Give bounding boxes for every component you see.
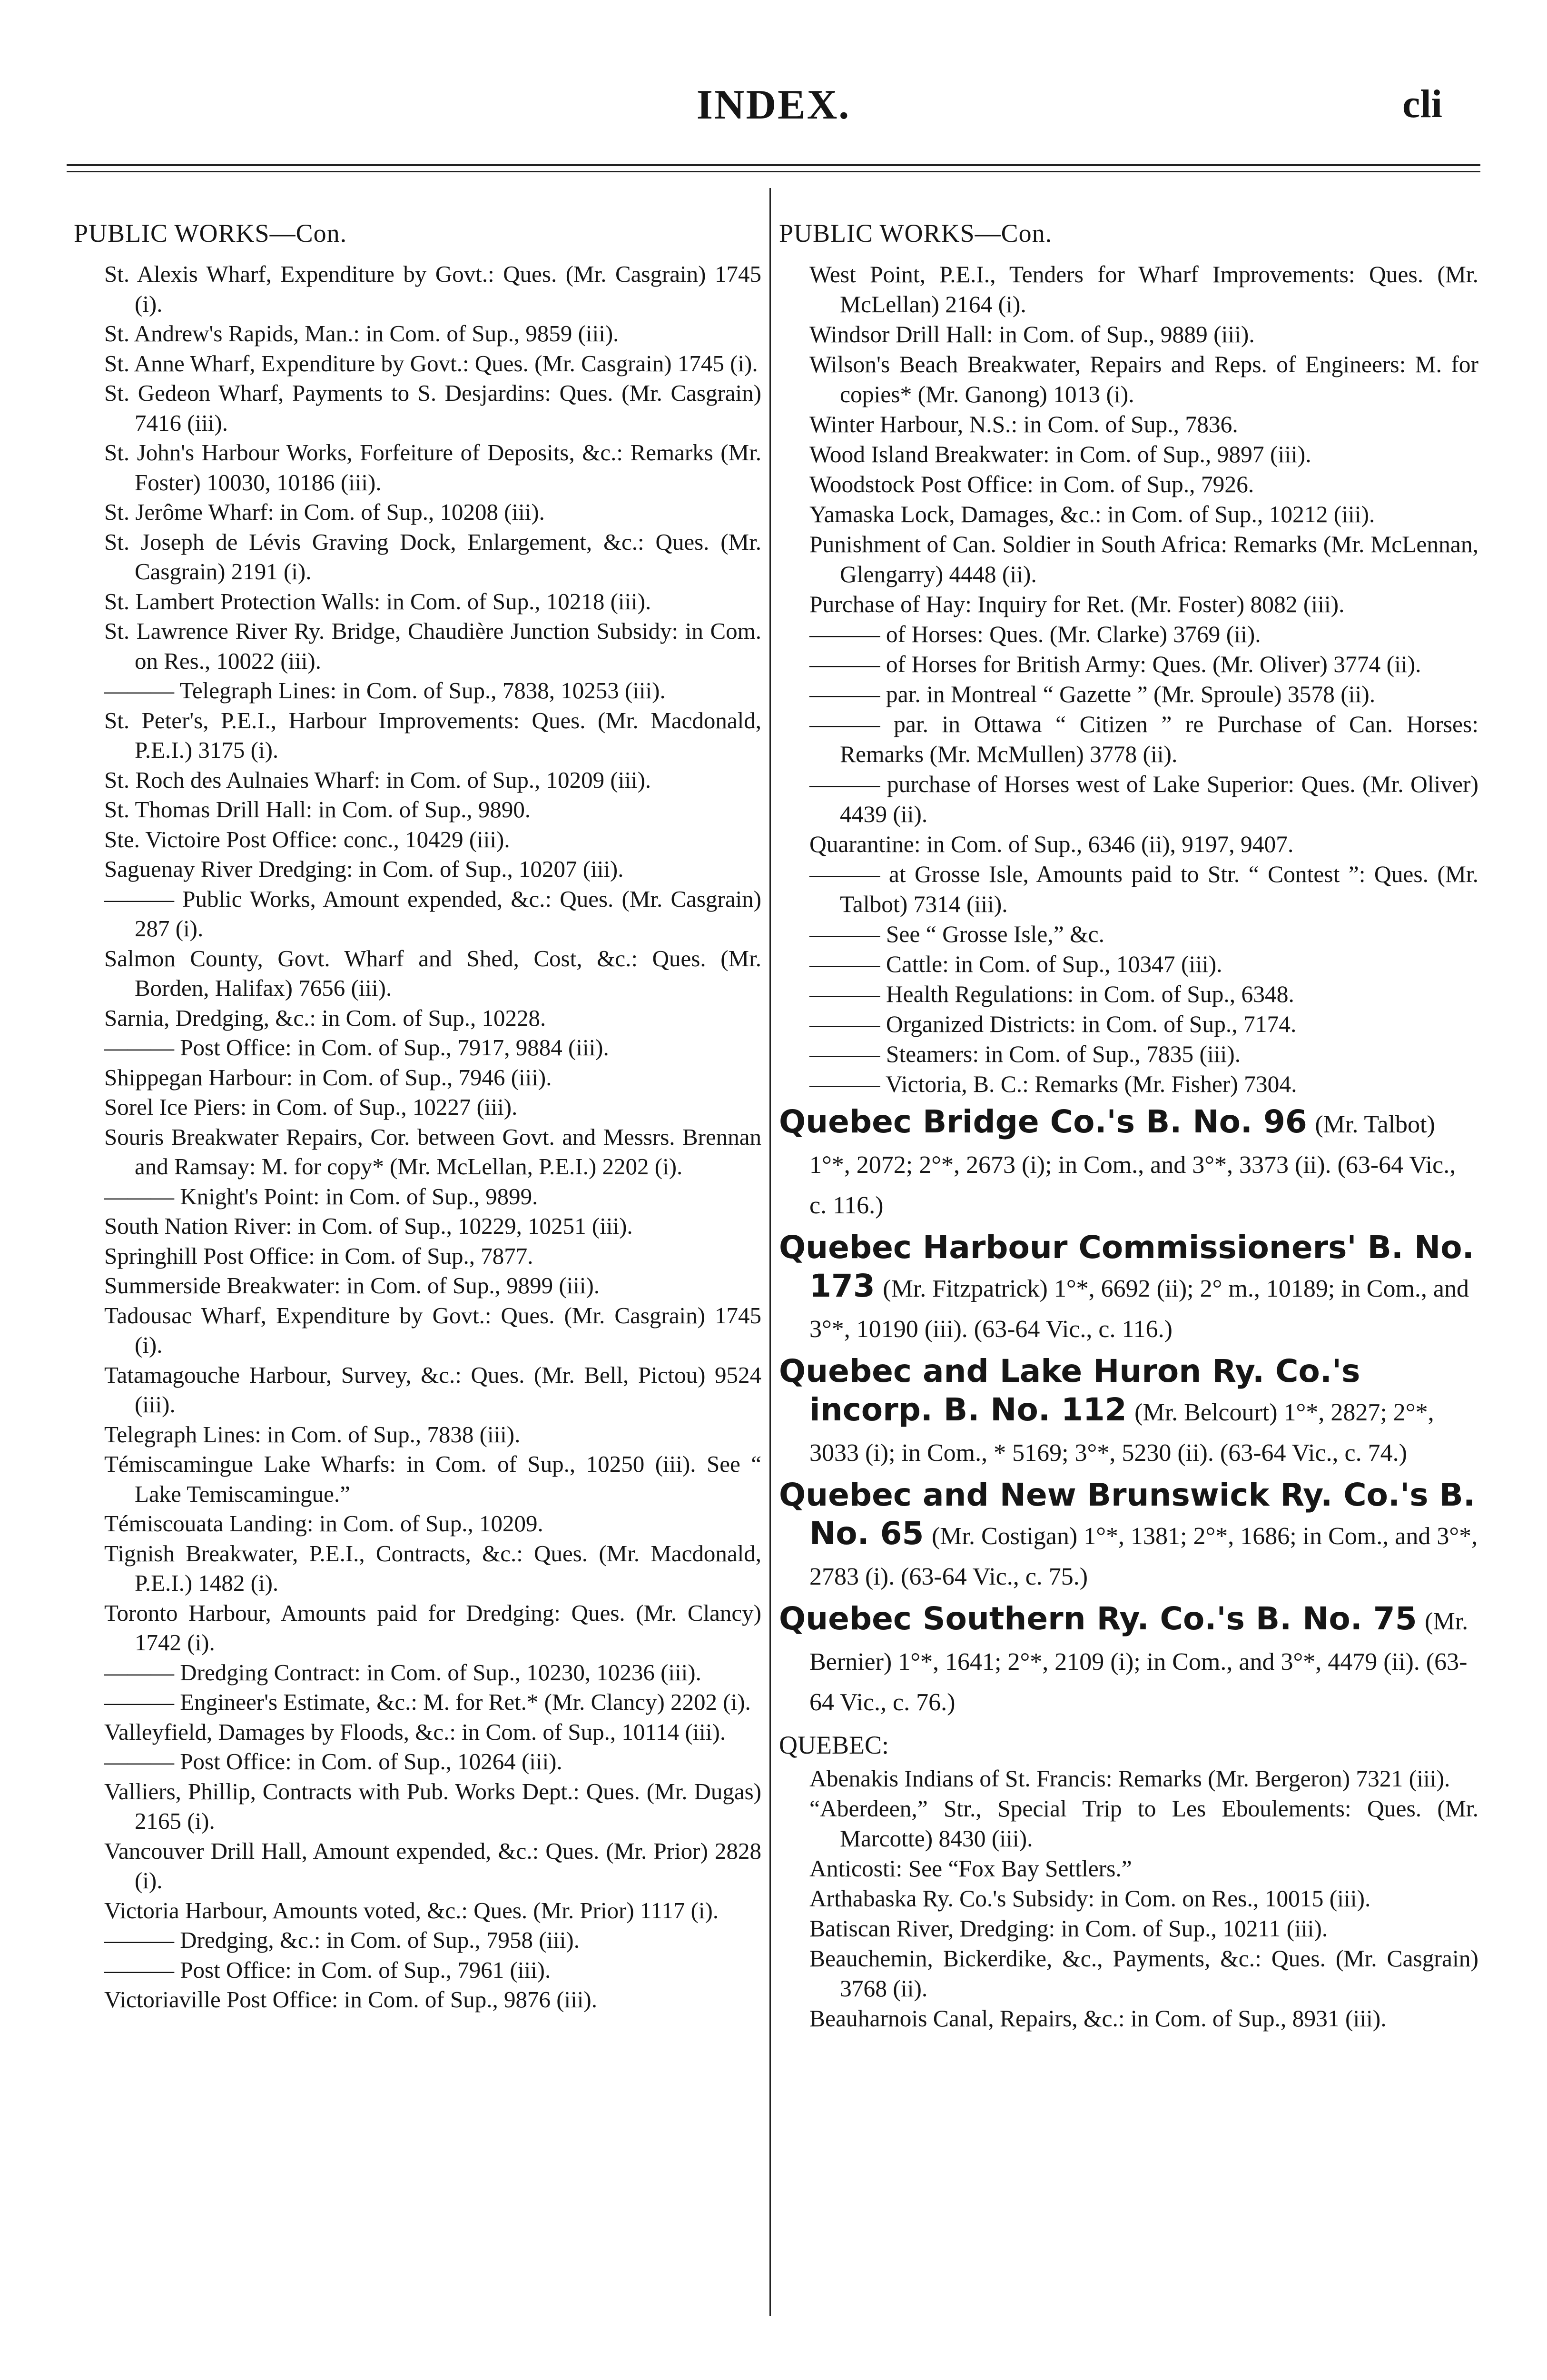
index-entry: Valleyfield, Damages by Floods, &c.: in Com. of Sup., 10114 (iii). — [104, 1718, 726, 1745]
index-entry: West Point, P.E.I., Tenders for Wharf Improvements: Ques. (Mr. McLellan) 2164 (i). — [809, 261, 1478, 317]
left-column — [74, 217, 761, 2015]
bill-name: Quebec and Lake Huron Ry. Co.'s incorp. B. No. 112 — [779, 1353, 1360, 1428]
index-entry: ——— Dredging, &c.: in Com. of Sup., 7958 (iii). — [104, 1927, 580, 1953]
bill-name: Quebec and New Brunswick Ry. Co.'s B. No. 65 — [779, 1477, 1475, 1552]
index-entry: St. Lawrence River Ry. Bridge, Chaudière Junction Subsidy: in Com. on Res., 10022 (iii). — [104, 618, 761, 674]
index-entry: St. Anne Wharf, Expenditure by Govt.: Ques. (Mr. Casgrain) 1745 (i). — [104, 350, 758, 377]
bill-name: Quebec Harbour Commissioners' B. No. 173 — [779, 1229, 1474, 1304]
bill-entry — [779, 1476, 1478, 1596]
index-entry: St. Alexis Wharf, Expenditure by Govt.: Ques. (Mr. Casgrain) 1745 (i). — [104, 261, 761, 317]
index-entry: Batiscan River, Dredging: in Com. of Sup., 10211 (iii). — [809, 1915, 1328, 1942]
index-entry: Quarantine: in Com. of Sup., 6346 (ii), 9197, 9407. — [809, 831, 1294, 857]
index-entry: Toronto Harbour, Amounts paid for Dredging: Ques. (Mr. Clancy) 1742 (i). — [104, 1599, 761, 1656]
index-entry: “Aberdeen,” Str., Special Trip to Les Eboulements: Ques. (Mr. Marcotte) 8430 (iii). — [809, 1795, 1478, 1852]
index-entry: Woodstock Post Office: in Com. of Sup., 7926. — [809, 471, 1254, 497]
index-entry: Ste. Victoire Post Office: conc., 10429 (iii). — [104, 826, 510, 853]
index-entry: Témiscouata Landing: in Com. of Sup., 10209. — [104, 1510, 543, 1537]
index-entry: ——— Post Office: in Com. of Sup., 7961 (iii). — [104, 1956, 551, 1983]
index-entry: ——— Engineer's Estimate, &c.: M. for Ret.* (Mr. Clancy) 2202 (i). — [104, 1689, 751, 1715]
index-entry: ——— Dredging Contract: in Com. of Sup., 10230, 10236 (iii). — [104, 1659, 701, 1686]
right-column — [779, 217, 1478, 2033]
index-entry: ——— of Horses: Ques. (Mr. Clarke) 3769 (ii). — [809, 621, 1261, 647]
index-entry: ——— Knight's Point: in Com. of Sup., 9899. — [104, 1183, 538, 1210]
index-entry: St. Andrew's Rapids, Man.: in Com. of Sup., 9859 (iii). — [104, 320, 619, 347]
page-title: INDEX. — [696, 82, 851, 128]
index-entry: Wood Island Breakwater: in Com. of Sup., 9897 (iii). — [809, 441, 1311, 467]
index-entry: Purchase of Hay: Inquiry for Ret. (Mr. Foster) 8082 (iii). — [809, 591, 1345, 617]
index-entry: St. Joseph de Lévis Graving Dock, Enlargement, &c.: Ques. (Mr. Casgrain) 2191 (i). — [104, 528, 761, 585]
index-entry: ——— Public Works, Amount expended, &c.: Ques. (Mr. Casgrain) 287 (i). — [104, 885, 761, 942]
index-entry: ——— Post Office: in Com. of Sup., 7917, 9884 (iii). — [104, 1034, 609, 1061]
index-entry: Winter Harbour, N.S.: in Com. of Sup., 7836. — [809, 411, 1238, 437]
bill-detail: (Mr. Belcourt) 1°*, 2827; 2°*, 3033 (i); in Com., * 5169; 3°*, 5230 (ii). (63-64 Vic., c. 74.) — [809, 1399, 1434, 1467]
quebec-heading: QUEBEC: — [779, 1731, 889, 1759]
section-heading: PUBLIC WORKS—Con. — [779, 219, 1053, 248]
right-entry-list — [779, 259, 1478, 1099]
index-entry: Windsor Drill Hall: in Com. of Sup., 9889 (iii). — [809, 321, 1255, 347]
index-entry: Shippegan Harbour: in Com. of Sup., 7946 (iii). — [104, 1064, 552, 1091]
index-entry: Sorel Ice Piers: in Com. of Sup., 10227 (iii). — [104, 1094, 518, 1120]
index-entry: Victoria Harbour, Amounts voted, &c.: Ques. (Mr. Prior) 1117 (i). — [104, 1897, 719, 1924]
index-entry: Salmon County, Govt. Wharf and Shed, Cost, &c.: Ques. (Mr. Borden, Halifax) 7656 (iii). — [104, 945, 761, 1001]
index-entry: Valliers, Phillip, Contracts with Pub. Works Dept.: Ques. (Mr. Dugas) 2165 (i). — [104, 1778, 761, 1834]
index-entry: Springhill Post Office: in Com. of Sup., 7877. — [104, 1242, 533, 1269]
index-entry: Sarnia, Dredging, &c.: in Com. of Sup., 10228. — [104, 1004, 546, 1031]
index-entry: ——— par. in Montreal “ Gazette ” (Mr. Sproule) 3578 (ii). — [809, 681, 1376, 707]
running-head — [0, 81, 1547, 138]
index-entry: Tignish Breakwater, P.E.I., Contracts, &c.: Ques. (Mr. Macdonald, P.E.I.) 1482 (i). — [104, 1540, 761, 1596]
index-entry: Abenakis Indians of St. Francis: Remarks (Mr. Bergeron) 7321 (iii). — [809, 1765, 1450, 1792]
index-entry: ——— Organized Districts: in Com. of Sup., 7174. — [809, 1011, 1297, 1037]
section-heading: PUBLIC WORKS—Con. — [74, 219, 347, 248]
bill-entry — [779, 1600, 1478, 1722]
index-entry: ——— par. in Ottawa “ Citizen ” re Purchase of Can. Horses: Remarks (Mr. McMullen) 3778 (ii). — [809, 711, 1478, 767]
column-divider — [769, 188, 771, 2316]
index-entry: Tatamagouche Harbour, Survey, &c.: Ques. (Mr. Bell, Pictou) 9524 (iii). — [104, 1361, 761, 1418]
index-entry: St. John's Harbour Works, Forfeiture of Deposits, &c.: Remarks (Mr. Foster) 10030, 10186 (iii). — [104, 439, 761, 496]
bill-detail: (Mr. Bernier) 1°*, 1641; 2°*, 2109 (i); in Com., and 3°*, 4479 (ii). (63-64 Vic., c. 76.) — [809, 1608, 1468, 1716]
index-entry: Wilson's Beach Breakwater, Repairs and Reps. of Engineers: M. for copies* (Mr. Ganong) 1013 (i). — [809, 351, 1478, 407]
quebec-entry-list — [779, 1764, 1478, 2033]
index-entry: Témiscamingue Lake Wharfs: in Com. of Sup., 10250 (iii). See “ Lake Temiscamingue.” — [104, 1451, 761, 1507]
bill-entry-list — [779, 1103, 1478, 1722]
index-entry: Arthabaska Ry. Co.'s Subsidy: in Com. on Res., 10015 (iii). — [809, 1885, 1371, 1912]
bill-detail: (Mr. Talbot) 1°*, 2072; 2°*, 2673 (i); in Com., and 3°*, 3373 (ii). (63-64 Vic., c. 116.) — [809, 1111, 1456, 1219]
index-entry: Tadousac Wharf, Expenditure by Govt.: Ques. (Mr. Casgrain) 1745 (i). — [104, 1302, 761, 1358]
left-entry-list — [74, 259, 761, 2015]
bill-name: Quebec Bridge Co.'s B. No. 96 — [779, 1103, 1307, 1140]
index-entry: Anticosti: See “Fox Bay Settlers.” — [809, 1855, 1132, 1882]
index-entry: Punishment of Can. Soldier in South Africa: Remarks (Mr. McLennan, Glengarry) 4448 (ii). — [809, 531, 1478, 587]
index-entry: ——— purchase of Horses west of Lake Superior: Ques. (Mr. Oliver) 4439 (ii). — [809, 771, 1478, 827]
bill-name: Quebec Southern Ry. Co.'s B. No. 75 — [779, 1600, 1417, 1637]
index-entry: Beauharnois Canal, Repairs, &c.: in Com. of Sup., 8931 (iii). — [809, 2005, 1387, 2032]
bill-detail: (Mr. Fitzpatrick) 1°*, 6692 (ii); 2° m., 10189; in Com., and 3°*, 10190 (iii). (63-64 Vic., c. 116.) — [809, 1275, 1469, 1343]
index-entry: St. Roch des Aulnaies Wharf: in Com. of Sup., 10209 (iii). — [104, 766, 651, 793]
index-entry: ——— at Grosse Isle, Amounts paid to Str. “ Contest ”: Ques. (Mr. Talbot) 7314 (iii). — [809, 861, 1478, 917]
index-entry: St. Jerôme Wharf: in Com. of Sup., 10208 (iii). — [104, 499, 545, 525]
bill-entry — [779, 1103, 1478, 1225]
index-entry: Summerside Breakwater: in Com. of Sup., 9899 (iii). — [104, 1272, 600, 1299]
index-entry: St. Gedeon Wharf, Payments to S. Desjardins: Ques. (Mr. Casgrain) 7416 (iii). — [104, 380, 761, 436]
index-entry: St. Peter's, P.E.I., Harbour Improvements: Ques. (Mr. Macdonald, P.E.I.) 3175 (i). — [104, 707, 761, 763]
index-entry: South Nation River: in Com. of Sup., 10229, 10251 (iii). — [104, 1213, 633, 1239]
index-entry: Telegraph Lines: in Com. of Sup., 7838 (iii). — [104, 1421, 521, 1448]
index-entry: ——— Telegraph Lines: in Com. of Sup., 7838, 10253 (iii). — [104, 677, 666, 704]
index-entry: Souris Breakwater Repairs, Cor. between Govt. and Messrs. Brennan and Ramsay: M. for copy* (Mr. McLellan, P.E.I.) 2202 (i). — [104, 1123, 761, 1180]
bill-entry — [779, 1229, 1478, 1349]
index-entry: Victoriaville Post Office: in Com. of Sup., 9876 (iii). — [104, 1986, 597, 2013]
index-entry: Yamaska Lock, Damages, &c.: in Com. of Sup., 10212 (iii). — [809, 501, 1375, 527]
header-double-rule — [67, 164, 1480, 175]
index-entry: ——— Post Office: in Com. of Sup., 10264 (iii). — [104, 1748, 562, 1775]
index-entry: ——— Cattle: in Com. of Sup., 10347 (iii). — [809, 951, 1222, 977]
page-number: cli — [1402, 82, 1442, 126]
index-entry: ——— of Horses for British Army: Ques. (Mr. Oliver) 3774 (ii). — [809, 651, 1421, 677]
bill-entry — [779, 1352, 1478, 1472]
index-entry: ——— Steamers: in Com. of Sup., 7835 (iii). — [809, 1041, 1241, 1067]
index-entry: ——— Victoria, B. C.: Remarks (Mr. Fisher) 7304. — [809, 1071, 1297, 1097]
index-entry: Beauchemin, Bickerdike, &c., Payments, &c.: Ques. (Mr. Casgrain) 3768 (ii). — [809, 1945, 1478, 2002]
index-entry: St. Lambert Protection Walls: in Com. of Sup., 10218 (iii). — [104, 588, 651, 615]
index-entry: ——— See “ Grosse Isle,” &c. — [809, 921, 1104, 947]
index-entry: St. Thomas Drill Hall: in Com. of Sup., 9890. — [104, 796, 531, 823]
index-entry: Saguenay River Dredging: in Com. of Sup., 10207 (iii). — [104, 856, 624, 882]
index-entry: ——— Health Regulations: in Com. of Sup., 6348. — [809, 981, 1294, 1007]
bill-detail: (Mr. Costigan) 1°*, 1381; 2°*, 1686; in Com., and 3°*, 2783 (i). (63-64 Vic., c. 75.) — [809, 1523, 1478, 1590]
index-entry: Vancouver Drill Hall, Amount expended, &c.: Ques. (Mr. Prior) 2828 (i). — [104, 1837, 761, 1894]
